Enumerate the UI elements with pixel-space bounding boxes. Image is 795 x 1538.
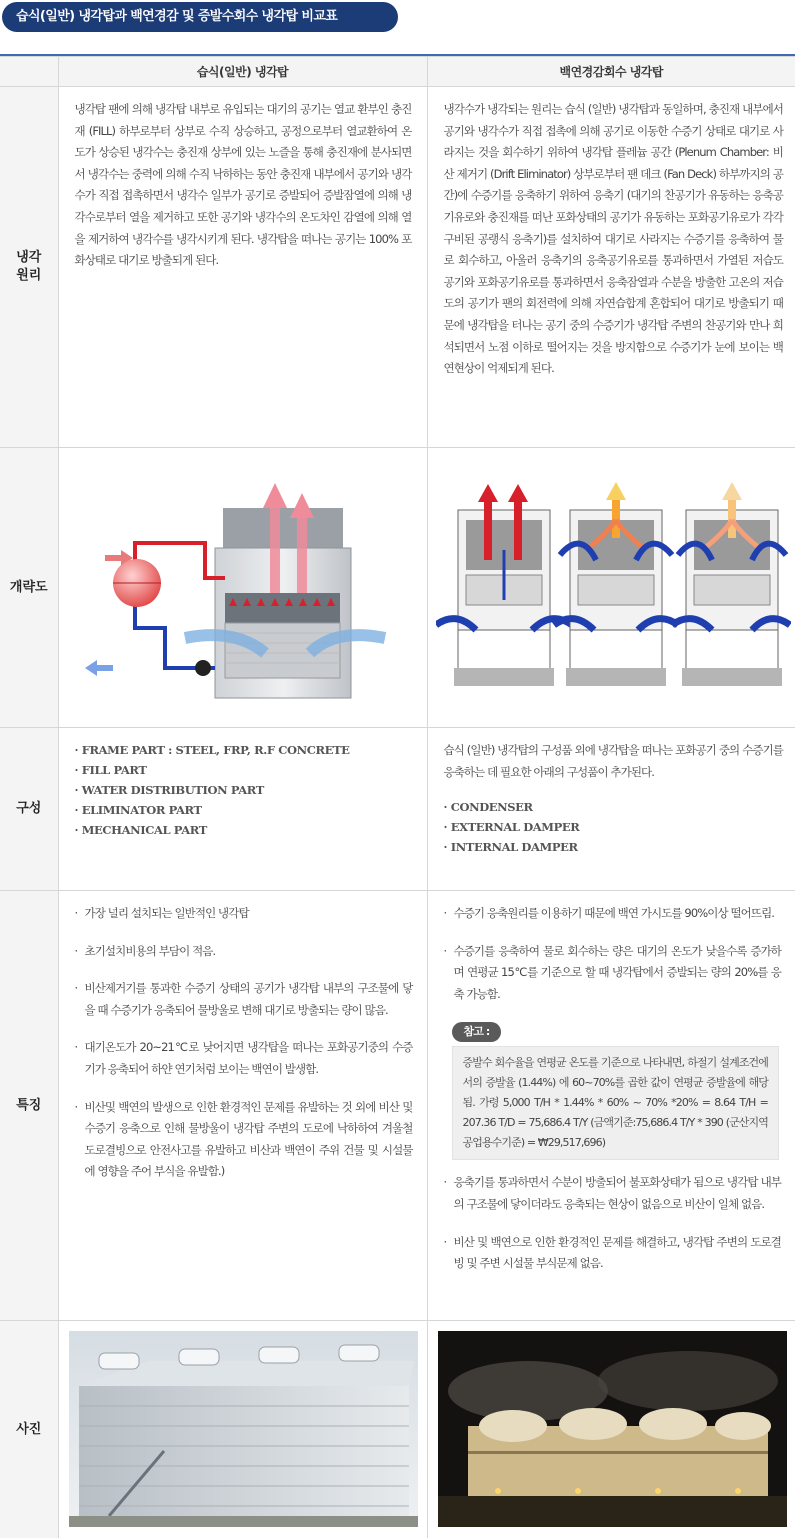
feature-wet-item: · 가장 널리 설치되는 일반적인 냉각탑 [73, 903, 413, 925]
header-corner [0, 57, 58, 87]
page-title: 습식(일반) 냉각탑과 백연경감 및 증발수회수 냉각탑 비교표 [2, 2, 398, 32]
row-diagram [0, 448, 795, 728]
feature-plume-item: · 응축기를 통과하면서 수분이 방출되어 불포화상태가 됨으로 냉각탑 내부의 구조물에 닿이더라도 응축되는 현상이 없음으로 비산이 일체 없음. [442, 1172, 782, 1215]
feature-plume-item: · 수증기 응축원리를 이용하기 때문에 백연 가시도를 90%이상 떨어뜨림. [442, 903, 782, 925]
header-wet-tower: 습식(일반) 냉각탑 [58, 57, 427, 87]
feature-wet-item: · 비산및 백연의 발생으로 인한 환경적인 문제를 유발하는 것 외에 비산 및 수증기 응축으로 인해 물방울이 냉각탑 주변의 도로에 낙하하여 겨울철 도로결빙으로 안전사고를 유발하고 비산과 백연이 주위 건물 및 시설물에 영향을 주어 부식을 유발함.) [73, 1097, 413, 1183]
diagram-plume-cell [427, 448, 795, 728]
row-photo [0, 1321, 795, 1538]
feature-wet-item: · 초기설치비용의 부담이 적음. [73, 941, 413, 963]
row-label-composition: 구성 [0, 728, 58, 891]
plume-tower-diagram [436, 480, 791, 695]
composition-plume-item: · CONDENSER [444, 797, 786, 817]
note-text: 증발수 회수율을 연평균 온도를 기준으로 나타내면, 하절기 설계조건에서의 증발율 (1.44%) 에 60~70%를 곱한 값이 연평균 증발율에 해당됨. 가령 5,000 T/H * 1.44% * 60% ~ 70% *20% = 8.64 T/H = 207.36 T/D = 75,686.4 T/Y (금액기준:75,686.4 T/Y * 390 (군산지역 공업용수기준) = ₩29,517,696) [452, 1046, 780, 1160]
composition-wet-list [59, 728, 427, 840]
row-label-photo: 사진 [0, 1321, 58, 1538]
composition-plume-item: · EXTERNAL DAMPER [444, 817, 786, 837]
note-label: 참고 : [452, 1022, 502, 1042]
note-block [442, 1021, 782, 1160]
header-plume-tower: 백연경감회수 냉각탑 [427, 57, 795, 87]
composition-wet-item: · WATER DISTRIBUTION PART [75, 780, 417, 800]
row-composition [0, 728, 795, 891]
composition-wet-item: · MECHANICAL PART [75, 820, 417, 840]
feature-wet-item: · 비산제거기를 통과한 수증기 상태의 공기가 냉각탑 내부의 구조물에 닿을 때 수증기가 응축되어 물방울로 변해 대기로 방출되는 량이 많음. [73, 978, 413, 1021]
composition-wet-item: · ELIMINATOR PART [75, 800, 417, 820]
row-label-principle-text: 냉각 원리 [16, 250, 42, 283]
plume-tower-3 [672, 482, 790, 686]
photo-wet-cell [58, 1321, 427, 1538]
feature-wet-item: · 대기온도가 20~21℃로 낮어지면 냉각탑을 떠나는 포화공기중의 수증기가 응축되어 하얀 연기처럼 보이는 백연이 발생함. [73, 1037, 413, 1080]
plume-tower-2 [554, 482, 678, 686]
row-principle [0, 87, 795, 448]
composition-wet-item: · FRAME PART : STEEL, FRP, R.F CONCRETE [75, 740, 417, 760]
features-plume-list [428, 891, 795, 1275]
features-wet-list [59, 891, 427, 1183]
diagram-wet-cell [58, 448, 427, 728]
principle-plume-text: 냉각수가 냉각되는 원리는 습식 (일반) 냉각탑과 동일하며, 충진재 내부에서 공기와 냉각수가 직접 접촉에 의해 공기로 이동한 수증기 상태로 대기로 사라지는 것을 회수하기 위하여 냉각탑 플레늄 공간 (Plenum Chamber: 비산 제거기 (Drift Eliminator) 상부로부터 팬 데크 (Fan Deck) 하부까지의 공간)에 수증기를 응축하기 위하여 응축기 (대기의 찬공기가 유동하는 응축공기유로와 충진재를 떠난 포화상태의 공기가 유동하는 포화공기유로가 각각 구비된 공랭식 응축기)를 설치하여 대기로 사라지는 수증기를 응축하여 물로 회수하고, 아울러 응축기의 응축공기유로를 통과하면서 가열된 저습도 공기와 포화공기유로를 통과하면서 응축잠열과 수분을 방출한 고온의 저습도의 공기가 팬의 회전력에 의해 자연습합계 혼합되어 대기로 방출되기 때문에 냉각탑을 터나는 공기 중의 수증기가 냉각탑 주변의 찬공기와 만나 희석되면서 노점 이하로 떨어지는 것을 방지함으로 수증기가 눈에 보이는 백연현상이 억제되게 된다. [443, 102, 783, 376]
comparison-table [0, 56, 795, 1538]
row-label-diagram: 개략도 [0, 448, 58, 728]
row-features [0, 891, 795, 1321]
plume-tower-svg [436, 480, 791, 695]
photo-plume-cell [427, 1321, 795, 1538]
wet-tower-diagram [65, 478, 405, 703]
composition-plume-item: · INTERNAL DAMPER [444, 837, 786, 857]
row-label-features: 특징 [0, 891, 58, 1321]
feature-plume-item: · 수증기를 응축하여 물로 회수하는 량은 대기의 온도가 낮을수록 증가하며 연평균 15℃를 기준으로 할 때 냉각탑에서 증발되는 량의 20%를 응축 가능함. [442, 941, 782, 1006]
composition-plume-list [428, 783, 795, 857]
wet-tower-photo [69, 1331, 418, 1527]
composition-plume-intro: 습식 (일반) 냉각탑의 구성품 외에 냉각탑을 떠나는 포화공기 중의 수증기를 응축하는 데 필요한 아래의 구성품이 추가된다. [443, 743, 783, 779]
row-label-principle [0, 87, 58, 448]
plume-tower-night-photo [438, 1331, 787, 1527]
principle-wet-text: 냉각탑 팬에 의해 냉각탑 내부로 유입되는 대기의 공기는 열교 환부인 충진재 (FILL) 하부로부터 상부로 수직 상승하고, 공정으로부터 열교환하여 온도가 상승된 냉각수는 충진재 상부에 있는 노즐을 통해 충진재에 분사되면서 냉각수는 중력에 의해 수직 낙하하는 동안 충진재 내부에서 공기와 냉각수가 직접 접촉하면서 냉각수 일부가 공기로 증발되어 증발잠열에 의해 냉각수로부터 열을 제거하고 또한 공기와 냉각수의 온도차인 감열에 의해 열을 제거하여 냉각수를 냉각시키게 된다. 냉각탑을 떠나는 공기는 100% 포화상태로 대기로 방출되게 된다. [74, 102, 412, 268]
table-header-row [0, 57, 795, 87]
feature-plume-item: · 비산 및 백연으로 인한 환경적인 문제를 해결하고, 냉각탑 주변의 도로결빙 및 주변 시설물 부식문제 없음. [442, 1232, 782, 1275]
composition-wet-item: · FILL PART [75, 760, 417, 780]
plume-tower-1 [436, 484, 572, 686]
